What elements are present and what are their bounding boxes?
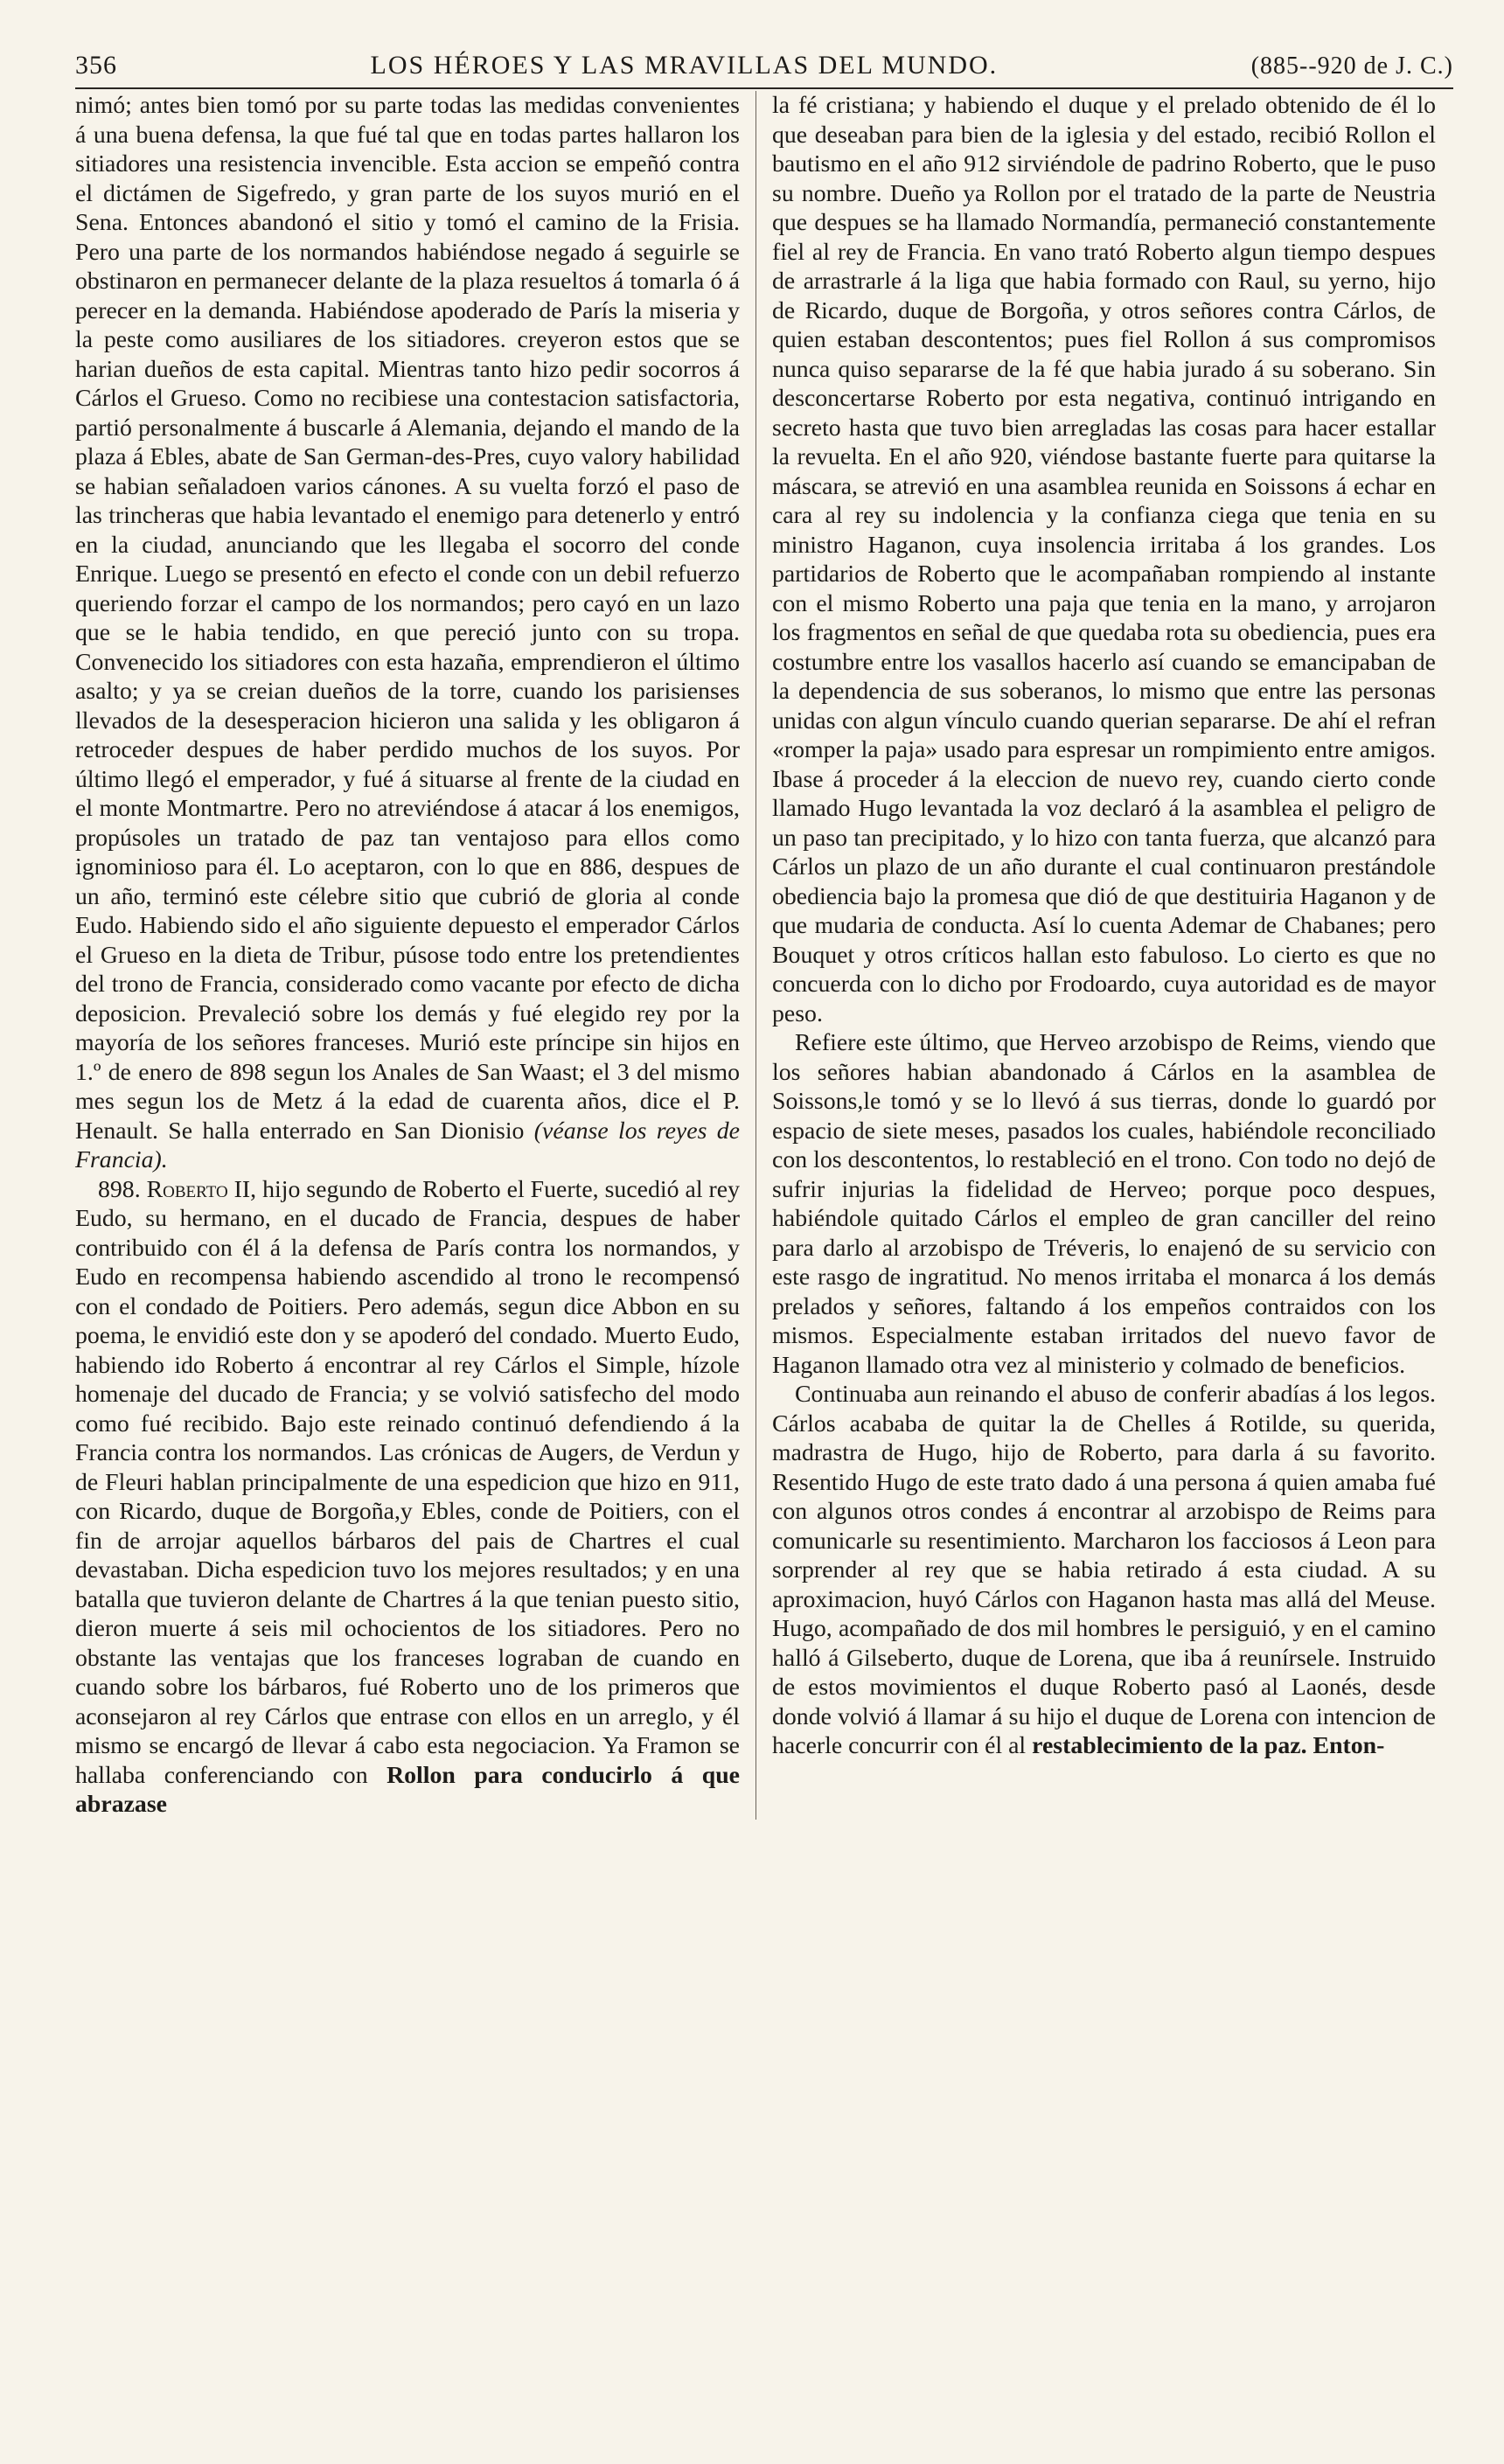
paragraph [75,91,740,1175]
paragraph: Refiere este último, que Herveo arzobispo de Reims, viendo que los señores habian abandonado á Cárlos en la asamblea de Soissons,le tomó y se lo llevó á sus tierras, donde lo guardó por espacio de siete meses, pasados los cuales, habiéndole reconciliado con los descontentos, lo restableció en el trono. Con todo no dejó de sufrir injurias la fidelidad de Herveo; porque poco despues, habiéndole quitado Cárlos el empleo de gran canciller del reino para darlo al arzobispo de Tréveris, lo enajenó de su servicio con este rasgo de ingratitud. No menos irritaba el monarca á los demás prelados y señores, faltando á los empeños contraidos con los mismos. Especialmente estaban irritados del nuevo favor de Haganon llamado otra vez al ministerio y colmado de beneficios. [772,1029,1436,1379]
entry-name: Roberto II, [146,1175,257,1203]
right-column [755,91,1436,1820]
paragraph-text: hijo segundo de Roberto el Fuerte, sucedió al rey Eudo, su hermano, en el ducado de Francia, despues de haber contribuido con él á la defensa de París contra los normandos, y Eudo en recompensa habiendo ascendido al trono le recompensó con el condado de Poitiers. Pero además, segun dice Abbon en su poema, le envidió este don y se apoderó del condado. Muerto Eudo, habiendo ido Roberto á encontrar al rey Cárlos el Simple, hízole homenaje del ducado de Francia; y se volvió satisfecho del modo como fué recibido. Bajo este reinado continuó defendiendo á la Francia contra los normandos. Las crónicas de Augers, de Verdun y de Fleuri hablan principalmente de una espedicion que hizo en 911, con Ricardo, duque de Borgoña,y Ebles, conde de Poitiers, con el fin de arrojar aquellos bárbaros del pais de Chartres el cual devastaban. Dicha espedicion tuvo los mejores resultados; y en una batalla que tuvieron delante de Chartres á la que tenian puesto sitio, dieron muerte á seis mil ochocientos de los sitiadores. Pero no obstante las ventajas que los franceses lograban de cuando en cuando sobre los bárbaros, fué Roberto uno de los primeros que aconsejaron al rey Cárlos que entrase con ellos en un arreglo, y él mismo se encargó de llevar á cabo esta negociacion. Ya Framon se hallaba conferenciando con [75,1175,740,1789]
paragraph-tail: restablecimiento de la paz. Enton- [1032,1732,1385,1759]
left-column [75,91,755,1820]
running-title: LOS HÉROES Y LAS MRAVILLAS DEL MUNDO. [370,51,999,80]
text-columns [75,91,1453,1820]
paragraph [75,1175,740,1820]
italic-reference: (véanse los reyes de Francia). [75,1117,740,1173]
paragraph-text: Continuaba aun reinando el abuso de conferir abadías á los legos. Cárlos acababa de quitar la de Chelles á Rotilde, su querida, madrastra de Hugo, hijo de Roberto, para darla á su favorito. Resentido Hugo de este trato dado á una persona á quien amaba fué con algunos otros condes á encontrar al arzobispo de Reims para comunicarle su resentimiento. Marcharon los facciosos á Leon para sorprender al rey que se habia retirado á esta ciudad. A su aproximacion, huyó Cárlos con Haganon hasta mas allá del Meuse. Hugo, acompañado de dos mil hombres le persiguió, y en el camino halló á Gilseberto, duque de Lorena, que iba á reunírsele. Instruido de estos movimientos el duque Roberto pasó al Laonés, desde donde volvió á llamar á su hijo el duque de Lorena con intencion de hacerle concurrir con él al [772,1381,1436,1759]
date-range: (885--920 de J. C.) [1250,52,1453,80]
paragraph: la fé cristiana; y habiendo el duque y el prelado obtenido de él lo que deseaban para bien de la iglesia y del estado, recibió Rollon el bautismo en el año 912 sirviéndole de padrino Roberto, que le puso su nombre. Dueño ya Rollon por el tratado de la parte de Neustria que despues se ha llamado Normandía, permaneció constantemente fiel al rey de Francia. En vano trató Roberto algun tiempo despues de arrastrarle á la liga que habia formado con Raul, su yerno, hijo de Ricardo, duque de Borgoña, y otros señores contra Cárlos, de quien estaban descontentos; pues fiel Rollon á sus compromisos nunca quiso separarse de la fé que habia jurado á su soberano. Sin desconcertarse Roberto por esta negativa, continuó intrigando en secreto hasta que tuvo bien arregladas las cosas para hacer estallar la revuelta. En el año 920, viéndose bastante fuerte para quitarse la máscara, se atrevió en una asamblea reunida en Soissons á echar en cara al rey su indolencia y la confianza ciega que tenia en su ministro Haganon, cuya insolencia irritaba á los grandes. Los partidarios de Roberto que le acompañaban rompiendo al instante con el mismo Roberto una paja que tenia en la mano, y arrojaron los fragmentos en señal de que quedaba rota su obediencia, pues era costumbre entre los vasallos hacerlo así cuando se emancipaban de la dependencia de sus soberanos, lo mismo que entre las personas unidas con algun vínculo cuando querian separarse. De ahí el refran «romper la paja» usado para espresar un rompimiento entre amigos. Ibase á proceder á la eleccion de nuevo rey, cuando cierto conde llamado Hugo levantada la voz declaró á la asamblea el peligro de un paso tan precipitado, y lo hizo con tanta fuerza, que alcanzó para Cárlos un plazo de un año durante el cual continuaron prestándole obediencia bajo la promesa que dió de que destituiria Haganon y de que mudaria de conducta. Así lo cuenta Ademar de Chabanes; pero Bouquet y otros críticos hallan esto fabuloso. Lo cierto es que no concuerda con lo dicho por Frodoardo, cuya autoridad es de mayor peso. [772,92,1436,1027]
paragraph [772,1380,1436,1761]
paragraph-text: nimó; antes bien tomó por su parte todas las medidas convenientes á una buena defensa, la que fué tal que en todas partes hallaron los sitiadores una resistencia invencible. Esta accion se empeñó contra el dictámen de Sigefredo, y gran parte de los suyos murió en el Sena. Entonces abandonó el sitio y tomó el camino de la Frisia. Pero una parte de los normandos habiéndose negado á seguirle se obstinaron en permanecer delante de la plaza resueltos á tomarla ó á perecer en la demanda. Habiéndose apoderado de París la miseria y la peste como ausiliares de los sitiadores. creyeron estos que se harian dueños de esta capital. Mientras tanto hizo pedir socorros á Cárlos el Grueso. Como no recibiese una contestacion satisfactoria, partió personalmente á buscarle á Alemania, dejando el mando de la plaza á Ebles, abate de San German-des-Pres, cuyo valory habilidad se habian señaladoen varios cánones. A su vuelta forzó el paso de las trincheras que habia levantado el enemigo para detenerlo y entró en la ciudad, anunciando que les llegaba el socorro del conde Enrique. Luego se presentó en efecto el conde con un debil refuerzo queriendo forzar el campo de los normandos; pero cayó en un lazo que se le habia tendido, en que pereció junto con su tropa. Convenecido los sitiadores con esta hazaña, emprendieron el último asalto; y ya se creian dueños de la torre, cuando los parisienses llevados de la desesperacion hicieron una salida y les obligaron á retroceder despues de haber perdido muchos de los suyos. Por último llegó el emperador, y fué á situarse al frente de la ciudad en el monte Montmartre. Pero no atreviéndose á atacar á los enemigos, propúsoles un tratado de paz tan ventajoso para ellos como ignominioso para él. Lo aceptaron, con lo que en 886, despues de un año, terminó este célebre sitio que cubrió de gloria al conde Eudo. Habiendo sido el año siguiente depuesto el emperador Cárlos el Grueso en la dieta de Tribur, púsose todo entre los pretendientes del trono de Francia, considerado como vacante por efecto de dicha deposicion. Prevaleció sobre los demás y fué elegido rey por la mayoría de los señores franceses. Murió este príncipe sin hijos en 1.º de enero de 898 segun los Anales de San Waast; el 3 del mismo mes segun los de Metz á la edad de cuarenta años, dice el P. Henault. Se halla enterrado en San Dionisio [75,92,740,1145]
page-number: 356 [75,51,117,80]
header-rule [75,87,1453,89]
paragraph-tail: Rollon para conducirlo á que abrazase [75,1761,740,1818]
running-header [75,45,1453,80]
entry-year: 898. [98,1175,141,1203]
